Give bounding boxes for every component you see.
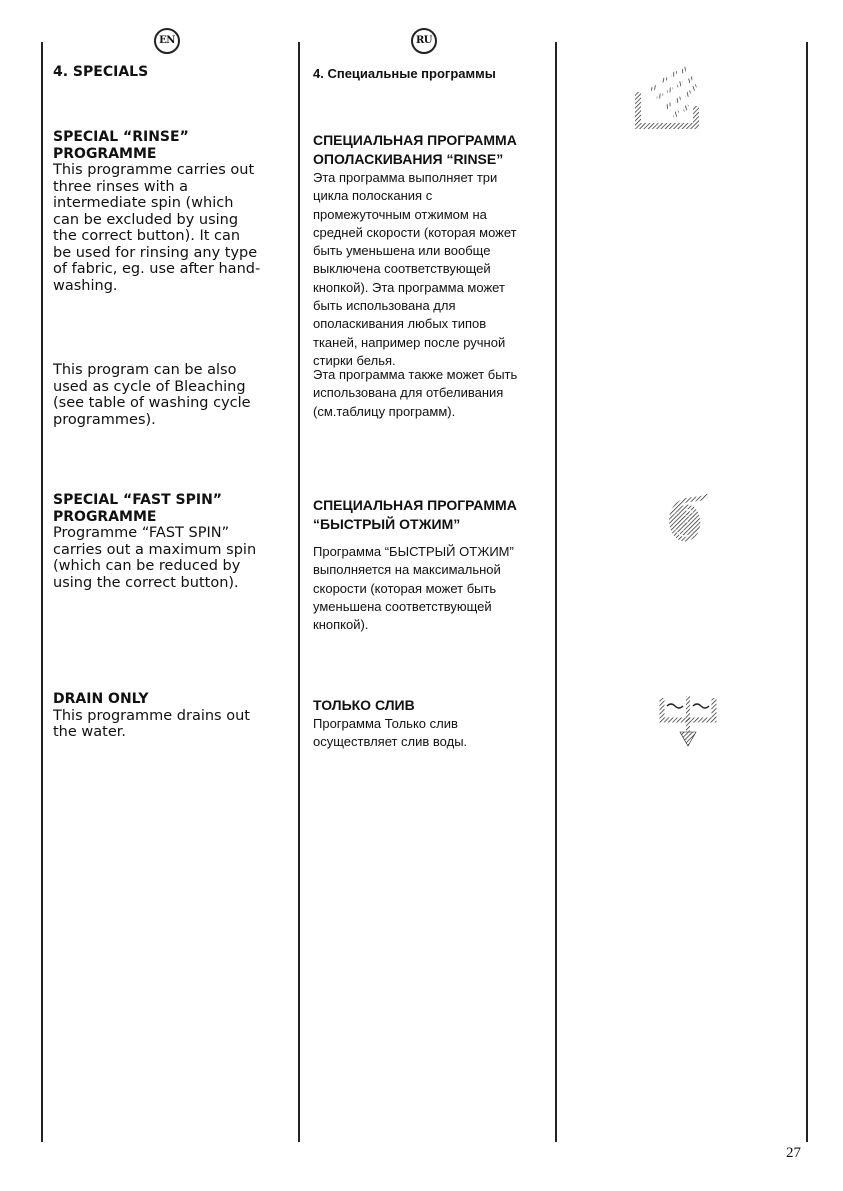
ru-rinse-line: кнопкой). Эта программа может (313, 279, 505, 295)
ru-spin-heading-1: СПЕЦИАЛЬНАЯ ПРОГРАММА (313, 497, 517, 513)
en-section-title: 4. SPECIALS (53, 64, 149, 80)
en-rinse-line: washing. (53, 277, 118, 294)
en-rinse-line: of fabric, eg. use after hand- (53, 261, 261, 277)
en-rinse-line: three rinses with a (53, 178, 189, 195)
ru-rinse-line: промежуточным отжимом на (313, 206, 487, 222)
en-drain-heading: DRAIN ONLY (53, 691, 149, 707)
ru-rinse-section (313, 131, 553, 370)
en-rinse-line: be used for rinsing any type (53, 244, 258, 261)
en-spin-line: carries out a maximum spin (53, 541, 257, 558)
ru-rinse-line: Эта программа выполняет три (313, 170, 498, 185)
en-drain-line: This programme drains out (53, 707, 250, 724)
drain-icon (658, 694, 718, 750)
ru-drain-section (313, 696, 553, 752)
ru-bleach-line: Эта программа также может быть (313, 367, 518, 382)
ru-drain-line: Программа Только слив (313, 716, 458, 731)
ru-rinse-line: быть уменьшена или вообще (313, 243, 491, 259)
column-rule-middle-1 (298, 42, 300, 1142)
en-rinse-line: This programme carries out (53, 162, 255, 178)
ru-spin-line: уменьшена соответствующей (313, 598, 492, 614)
ru-spin-section (313, 496, 553, 634)
en-drain-line: the water. (53, 724, 126, 740)
en-rinse-heading-1: SPECIAL “RINSE” (53, 129, 189, 145)
en-rinse-section (53, 129, 293, 294)
en-rinse-line: can be excluded by using (53, 211, 239, 228)
ru-spin-heading-2: “БЫСТРЫЙ ОТЖИМ” (313, 516, 461, 532)
en-rinse-heading-2: PROGRAMME (53, 145, 157, 162)
ru-drain-line: осуществляет слив воды. (313, 734, 468, 750)
ru-bleach-line: использована для отбеливания (313, 385, 504, 401)
en-spin-section (53, 492, 293, 591)
page-number: 27 (786, 1145, 801, 1161)
ru-spin-line: кнопкой). (313, 617, 369, 633)
en-spin-heading-2: PROGRAMME (53, 508, 157, 525)
column-rule-left (41, 42, 43, 1142)
ru-rinse-line: цикла полоскания с (313, 188, 433, 204)
en-rinse-line: intermediate spin (which (53, 195, 234, 211)
language-badge-en: EN (154, 28, 180, 54)
en-rinse-line: the correct button). It can (53, 228, 241, 244)
column-rule-middle-2 (555, 42, 557, 1142)
en-bleach-line: programmes). (53, 411, 156, 428)
en-spin-line: (which can be reduced by (53, 558, 241, 574)
en-bleach-line: used as cycle of Bleaching (53, 378, 246, 395)
ru-rinse-line: стирки белья. (313, 352, 396, 368)
ru-spin-line: выполняется на максимальной (313, 562, 501, 578)
en-spin-line: Programme “FAST SPIN” (53, 525, 230, 541)
language-badge-ru: RU (411, 28, 437, 54)
ru-spin-line: Программа “БЫСТРЫЙ ОТЖИМ” (313, 544, 514, 559)
ru-bleach-line: (см.таблицу программ). (313, 403, 456, 419)
en-bleach-line: This program can be also (53, 362, 237, 378)
ru-drain-heading: ТОЛЬКО СЛИВ (313, 697, 415, 713)
en-spin-line: using the correct button). (53, 574, 239, 591)
en-bleach-line: (see table of washing cycle (53, 395, 251, 411)
en-drain-section (53, 691, 293, 741)
spin-spiral-icon (660, 494, 712, 550)
ru-section-title: 4. Специальные программы (313, 66, 496, 81)
ru-rinse-heading-2: ОПОЛАСКИВАНИЯ “RINSE” (313, 151, 504, 167)
ru-rinse-line: быть использована для (313, 298, 456, 314)
ru-rinse-heading-1: СПЕЦИАЛЬНАЯ ПРОГРАММА (313, 132, 517, 148)
ru-spin-line: скорости (которая может быть (313, 580, 497, 596)
rinse-spray-icon (634, 62, 704, 132)
ru-rinse-line: выключена соответствующей (313, 261, 491, 277)
ru-bleach-section (313, 366, 553, 421)
ru-rinse-line: ополаскивания любых типов (313, 316, 487, 332)
ru-rinse-line: тканей, например после ручной (313, 334, 506, 350)
ru-rinse-line: средней скорости (которая может (313, 224, 517, 240)
column-rule-right (806, 42, 808, 1142)
en-spin-heading-1: SPECIAL “FAST SPIN” (53, 492, 222, 508)
en-bleach-section (53, 362, 293, 428)
